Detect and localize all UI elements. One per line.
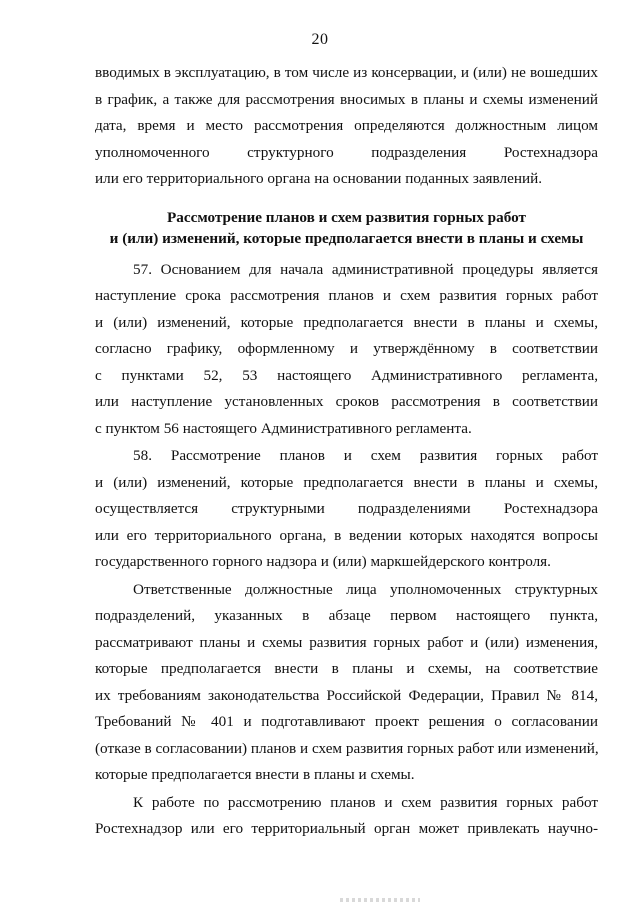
section-heading-line-2: и (или) изменений, которые предполагается внести в планы и схемы	[109, 229, 584, 247]
text-line: и (или) изменений, которые предполагается внести в планы и схемы,	[95, 473, 598, 491]
paragraph-responsible-officials	[95, 577, 598, 789]
text-line: согласно графику, оформленному и утверждённому в соответствии	[95, 340, 598, 357]
text-line: Ростехнадзор или его территориальный орган может привлекать научно-	[95, 820, 598, 837]
document-body	[95, 60, 598, 843]
paragraph-58	[95, 443, 598, 576]
text-line: в график, а также для рассмотрения вносимых в планы и схемы изменений	[95, 90, 598, 108]
text-line: наступление срока рассмотрения планов и схем развития горных работ	[95, 287, 598, 304]
text-line: подразделений, указанных в абзаце первом настоящего пункта,	[95, 607, 598, 624]
text-line: или его территориального органа, в ведении которых находятся вопросы	[95, 526, 598, 544]
text-line: Ответственные должностные лица уполномоченных структурных	[133, 580, 598, 598]
paragraph-final	[95, 790, 598, 843]
text-line: Требований № 401 и подготавливают проект решения о согласовании	[95, 713, 598, 730]
paragraph-57	[95, 257, 598, 443]
text-line: уполномоченного структурного подразделения Ростехнадзора	[95, 143, 598, 161]
text-line: (отказе в согласовании) планов и схем развития горных работ или изменений,	[95, 739, 599, 757]
text-line: 58. Рассмотрение планов и схем развития горных работ	[133, 447, 598, 464]
text-line: их требованиям законодательства Российской Федерации, Правил № 814,	[95, 686, 598, 704]
text-line: или наступление установленных сроков рассмотрения в соответствии	[95, 393, 598, 410]
page-number: 20	[311, 31, 329, 48]
scan-artifact	[340, 898, 420, 902]
text-line: которые предполагается внести в планы и схемы, на соответствие	[95, 660, 598, 677]
intro-paragraph	[95, 60, 598, 193]
text-line: 57. Основанием для начала административной процедуры является	[133, 260, 598, 278]
text-line: К работе по рассмотрению планов и схем развития горных работ	[133, 793, 598, 811]
text-line: осуществляется структурными подразделениями Ростехнадзора	[95, 500, 598, 517]
text-line: рассматривают планы и схемы развития горных работ и (или) изменения,	[95, 633, 598, 651]
text-line: или его территориального органа на основании поданных заявлений.	[95, 170, 543, 187]
text-line: которые предполагается внести в планы и схемы.	[95, 766, 415, 783]
text-line: вводимых в эксплуатацию, в том числе из консервации, и (или) не вошедших	[95, 64, 598, 81]
text-line: и (или) изменений, которые предполагается внести в планы и схемы,	[95, 313, 598, 331]
text-line: дата, время и место рассмотрения определяются должностным лицом	[95, 117, 598, 134]
text-line: государственного горного надзора и (или) маркшейдерского контроля.	[95, 553, 551, 570]
section-heading	[95, 207, 598, 249]
text-line: с пунктами 52, 53 настоящего Административного регламента,	[95, 366, 598, 384]
section-heading-line-1: Рассмотрение планов и схем развития горных работ	[167, 208, 526, 226]
text-line: с пунктом 56 настоящего Административного регламента.	[95, 419, 472, 437]
